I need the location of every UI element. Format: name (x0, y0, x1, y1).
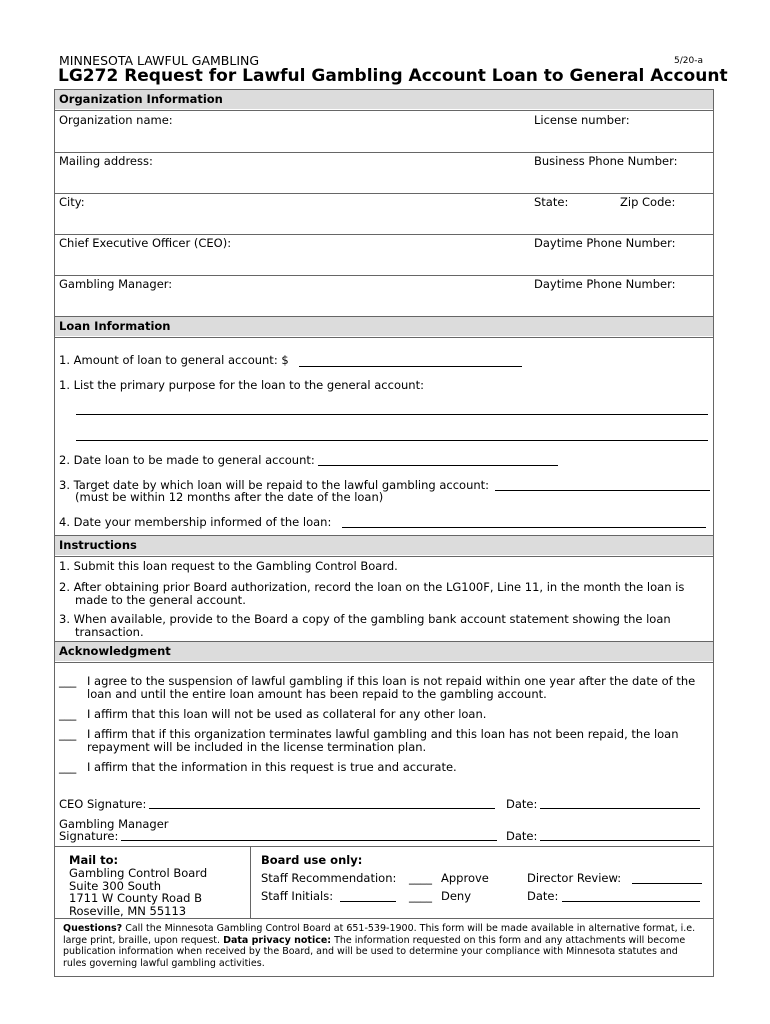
staff-initials-label: Staff Initials: (261, 889, 334, 903)
divider (54, 152, 714, 153)
instruction-2: 2. After obtaining prior Board authorization, record the loan on the LG100F, Line 11, in the month the loan is (59, 580, 685, 594)
business-phone-field[interactable]: Business Phone Number: (534, 154, 678, 168)
footer-notice (63, 923, 703, 969)
ack-2-text: I affirm that this loan will not be used as collateral for any other loan. (87, 707, 487, 721)
divider (54, 337, 714, 338)
divider (54, 193, 714, 194)
ack-4-text: I affirm that the information in this request is true and accurate. (87, 760, 457, 774)
state-field[interactable]: State: (534, 195, 569, 209)
agency-name: MINNESOTA LAWFUL GAMBLING (59, 53, 260, 68)
loan-purpose-line-2[interactable] (76, 440, 708, 441)
organization-name-field[interactable]: Organization name: (59, 113, 173, 127)
gm-date-label: Date: (506, 829, 538, 843)
gambling-manager-field[interactable]: Gambling Manager: (59, 277, 173, 291)
form-frame (54, 89, 714, 977)
instruction-3-cont: transaction. (75, 625, 144, 639)
instruction-3: 3. When available, provide to the Board a copy of the gambling bank account statement showing the loan (59, 612, 671, 626)
ack-1-text: I agree to the suspension of lawful gambling if this loan is not repaid within one year after the date of the (87, 674, 696, 688)
ack-2-checkbox[interactable]: ___ (59, 707, 77, 721)
divider (54, 275, 714, 276)
column-divider (250, 846, 251, 918)
loan-purpose-line-1[interactable] (76, 414, 708, 415)
loan-purpose-label: 1. List the primary purpose for the loan to the general account: (59, 378, 424, 392)
instruction-2-cont: made to the general account. (75, 593, 246, 607)
board-date-input[interactable] (562, 901, 700, 902)
ceo-field[interactable]: Chief Executive Officer (CEO): (59, 236, 232, 250)
board-date-label: Date: (527, 889, 559, 903)
approve-label: Approve (441, 871, 489, 885)
board-use-heading: Board use only: (261, 853, 363, 867)
ack-1-text-cont: loan and until the entire loan amount has been repaid to the gambling account. (87, 687, 547, 701)
repay-target-input[interactable] (495, 490, 710, 491)
divider (54, 556, 714, 557)
ceo-phone-field[interactable]: Daytime Phone Number: (534, 236, 676, 250)
ceo-signature-label: CEO Signature: (59, 797, 147, 811)
manager-phone-field[interactable]: Daytime Phone Number: (534, 277, 676, 291)
divider (54, 234, 714, 235)
questions-text: Call the Minnesota Gambling Control Board at 651-539-1900. This form will be made available in alternative format, i.e. large print, braille, upon request. (63, 923, 696, 946)
membership-date-label: 4. Date your membership informed of the loan: (59, 515, 332, 529)
ceo-date-input[interactable] (540, 808, 700, 809)
director-review-label: Director Review: (527, 871, 622, 885)
ack-1-checkbox[interactable]: ___ (59, 674, 77, 688)
mail-address-line-4: Roseville, MN 55113 (69, 904, 187, 918)
approve-blank[interactable]: ____ (409, 871, 432, 885)
staff-recommendation-label: Staff Recommendation: (261, 871, 397, 885)
city-field[interactable]: City: (59, 195, 85, 209)
section-instructions: Instructions (55, 536, 713, 555)
staff-initials-input[interactable] (340, 901, 396, 902)
data-privacy-text: The information requested on this form and any attachments will become publication information when received by the Board, and will be used to determine your compliance with Minnesota statutes and rules governing lawful gambling activities. (63, 934, 686, 969)
deny-blank[interactable]: ____ (409, 889, 432, 903)
data-privacy-label: Data privacy notice: (223, 934, 332, 946)
divider (54, 662, 714, 663)
divider (54, 846, 714, 847)
form-title: LG272 Request for Lawful Gambling Account Loan to General Account (58, 66, 728, 86)
divider (54, 918, 714, 919)
mail-address-line-2: Suite 300 South (69, 879, 162, 893)
ceo-signature-input[interactable] (149, 808, 495, 809)
director-review-input[interactable] (632, 883, 702, 884)
deny-label: Deny (441, 889, 472, 903)
gm-signature-label: Gambling Manager (59, 817, 169, 831)
questions-label: Questions? (63, 923, 123, 934)
loan-date-input[interactable] (318, 465, 558, 466)
ack-3-text: I affirm that if this organization terminates lawful gambling and this loan has not been repaid, the loan (87, 727, 679, 741)
loan-amount-label: 1. Amount of loan to general account: $ (59, 353, 289, 367)
gm-signature-label-cont: Signature: (59, 829, 119, 843)
section-loan-information: Loan Information (55, 317, 713, 336)
gm-signature-input[interactable] (121, 840, 497, 841)
ceo-date-label: Date: (506, 797, 538, 811)
repay-target-note: (must be within 12 months after the date of the loan) (75, 490, 384, 504)
ack-3-text-cont: repayment will be included in the license termination plan. (87, 740, 427, 754)
ack-4-checkbox[interactable]: ___ (59, 760, 77, 774)
repay-target-label: 3. Target date by which loan will be repaid to the lawful gambling account: (59, 478, 490, 492)
section-organization-information: Organization Information (55, 90, 713, 109)
ack-3-checkbox[interactable]: ___ (59, 727, 77, 741)
mail-address-line-3: 1711 W County Road B (69, 891, 202, 905)
mail-address-line-1: Gambling Control Board (69, 866, 208, 880)
instruction-1: 1. Submit this loan request to the Gambling Control Board. (59, 559, 398, 573)
mail-to-heading: Mail to: (69, 853, 119, 867)
zip-code-field[interactable]: Zip Code: (620, 195, 676, 209)
loan-amount-input[interactable] (299, 366, 522, 367)
mailing-address-field[interactable]: Mailing address: (59, 154, 153, 168)
form-revision: 5/20-a (674, 56, 703, 66)
license-number-field[interactable]: License number: (534, 113, 630, 127)
membership-date-input[interactable] (342, 527, 706, 528)
section-acknowledgment: Acknowledgment (55, 642, 713, 661)
loan-date-label: 2. Date loan to be made to general account: (59, 453, 315, 467)
divider (54, 110, 714, 111)
gm-date-input[interactable] (540, 840, 700, 841)
